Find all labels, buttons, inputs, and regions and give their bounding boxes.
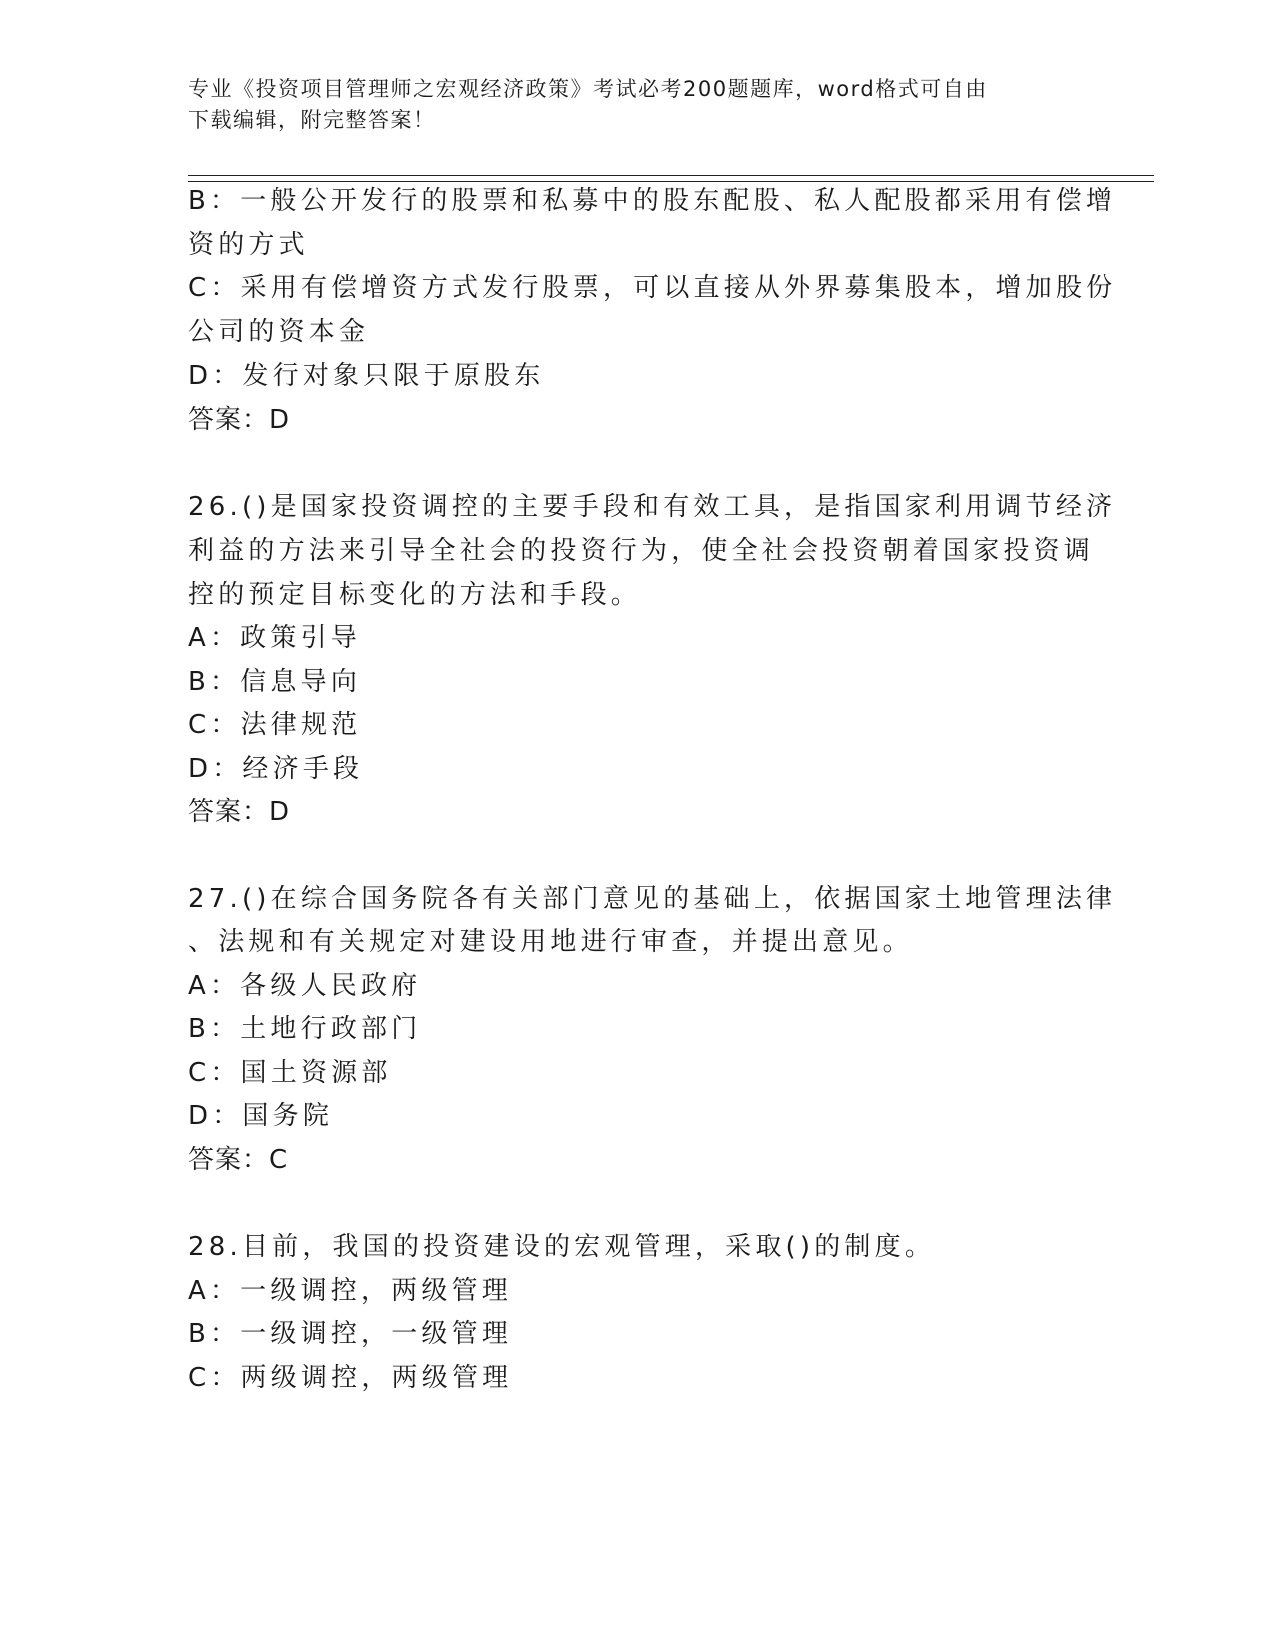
q27-stem-line-2: 、法规和有关规定对建设用地进行审查，并提出意见。 — [188, 927, 913, 957]
header-divider-top — [188, 175, 1154, 176]
header-line-2: 下载编辑，附完整答案！ — [188, 108, 436, 132]
q26-option-a: A：政策引导 — [188, 623, 361, 653]
q25-option-b-line-1: B：一般公开发行的股票和私募中的股东配股、私人配股都采用有偿增 — [188, 186, 1117, 216]
q26-stem-line-1: 26.()是国家投资调控的主要手段和有效工具，是指国家利用调节经济 — [188, 492, 1117, 522]
q25-option-c-line-1: C：采用有偿增资方式发行股票，可以直接从外界募集股本，增加股份 — [188, 273, 1117, 303]
q27-option-d: D：国务院 — [188, 1101, 334, 1131]
q26-option-c: C：法律规范 — [188, 710, 362, 740]
q28-option-a: A：一级调控，两级管理 — [188, 1276, 512, 1306]
q27-stem-line-1: 27.()在综合国务院各有关部门意见的基础上，依据国家土地管理法律 — [188, 884, 1117, 914]
q27-option-c: C：国土资源部 — [188, 1058, 392, 1088]
q28-option-c: C：两级调控，两级管理 — [188, 1363, 513, 1393]
q28-option-b: B：一级调控，一级管理 — [188, 1319, 513, 1349]
q25-option-b-line-2: 资的方式 — [188, 230, 309, 260]
q25-answer: 答案：D — [188, 405, 291, 435]
q26-stem-line-2: 利益的方法来引导全社会的投资行为，使全社会投资朝着国家投资调 — [188, 536, 1095, 566]
q26-stem-line-3: 控的预定目标变化的方法和手段。 — [188, 580, 642, 610]
q27-option-a: A：各级人民政府 — [188, 971, 422, 1001]
header-line-1: 专业《投资项目管理师之宏观经济政策》考试必考200题题库，word格式可自由 — [188, 77, 988, 101]
document-header — [188, 74, 1068, 136]
q26-option-d: D：经济手段 — [188, 754, 364, 784]
q25-option-d: D：发行对象只限于原股东 — [188, 361, 545, 391]
q28-stem-line-1: 28.目前，我国的投资建设的宏观管理，采取()的制度。 — [188, 1232, 936, 1262]
q26-answer: 答案：D — [188, 797, 291, 827]
q27-option-b: B：土地行政部门 — [188, 1014, 422, 1044]
header-divider-bottom — [188, 181, 1154, 182]
q25-option-c-line-2: 公司的资本金 — [188, 317, 370, 347]
q26-option-b: B：信息导向 — [188, 667, 362, 697]
q27-answer: 答案：C — [188, 1145, 289, 1175]
